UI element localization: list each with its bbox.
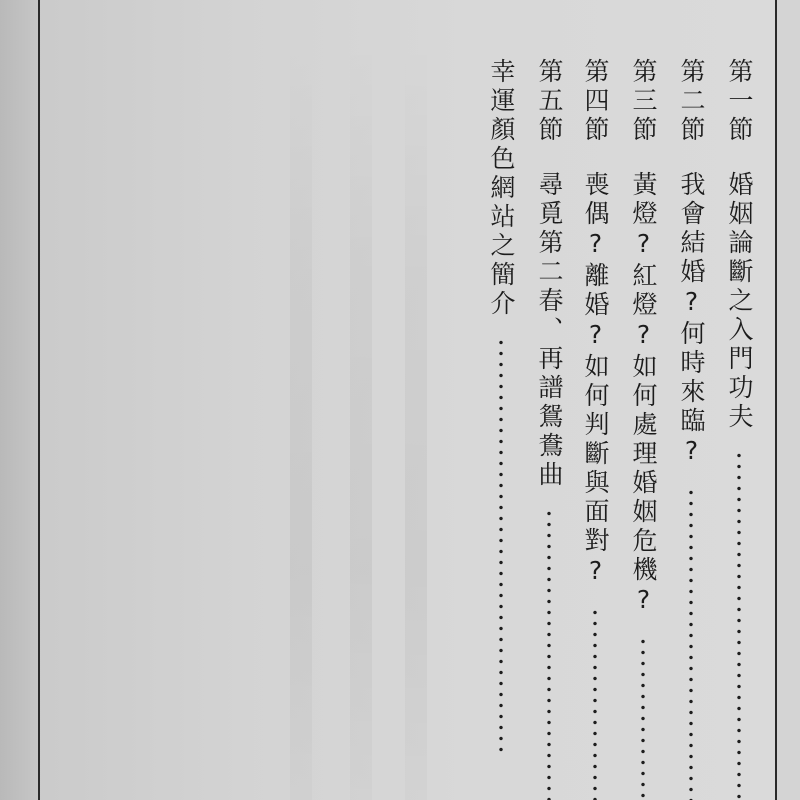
- show-through-shadow: [290, 40, 312, 800]
- toc-entry-section-1[interactable]: [722, 58, 756, 800]
- toc-section-title: 婚姻論斷之入門功夫: [725, 171, 754, 432]
- page-right-margin: [777, 0, 800, 800]
- toc-entry-appendix[interactable]: [484, 58, 518, 800]
- toc-section-title: 喪偶?離婚?如何判斷與面對?: [581, 171, 610, 589]
- toc-entry-section-4[interactable]: [578, 58, 612, 800]
- toc-dot-leader: [737, 450, 741, 800]
- toc-section-title: 黃燈?紅燈?如何處理婚姻危機?: [629, 171, 658, 618]
- toc-section-label: 第二節: [677, 58, 706, 145]
- toc-dot-leader: [547, 508, 551, 800]
- page-gutter: [0, 0, 38, 800]
- toc-section-label: 第一節: [725, 58, 754, 145]
- table-of-contents: [480, 58, 770, 800]
- toc-entry-section-5[interactable]: [532, 58, 566, 800]
- toc-section-title: 幸運顏色網站之簡介: [487, 58, 516, 319]
- toc-entry-section-3[interactable]: [626, 58, 660, 800]
- toc-section-title: 我會結婚?何時來臨?: [677, 171, 706, 469]
- toc-section-title: 尋覓第二春、再譜鴛鴦曲: [535, 171, 564, 490]
- show-through-shadow: [350, 40, 372, 800]
- toc-dot-leader: [641, 636, 645, 800]
- toc-section-label: 第四節: [581, 58, 610, 145]
- toc-entry-section-2[interactable]: [674, 58, 708, 800]
- toc-section-label: 第五節: [535, 58, 564, 145]
- show-through-shadow: [405, 40, 427, 800]
- page-frame-left-line: [38, 0, 40, 800]
- toc-section-label: 第三節: [629, 58, 658, 145]
- toc-dot-leader: [593, 607, 597, 800]
- toc-dot-leader: [499, 337, 503, 757]
- toc-dot-leader: [689, 487, 693, 800]
